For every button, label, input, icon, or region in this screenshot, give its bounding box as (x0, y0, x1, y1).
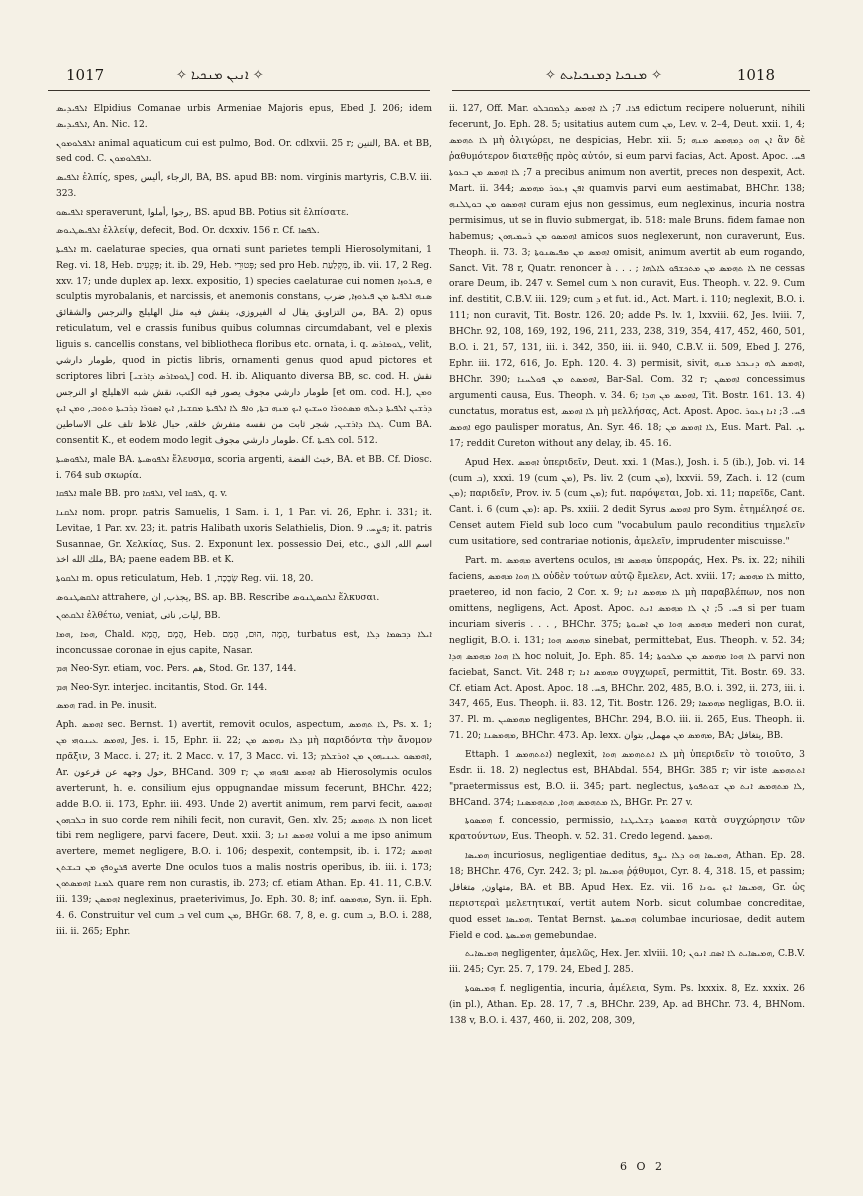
signature-mark: 6 O 2 (620, 1160, 666, 1173)
dictionary-entry: Part. m. ܡܗܡܣ avertens oculos, ܡܗܡܣ ܐܦܐ ὑπεροράς, Hex. Ps. ix. 22; nihili faciens, ܠܐ ܗܘܐ ܡܗܡܣ οὐδὲν τούτων αὐτῷ ἔμελεν, Act. xviii. 17; ܠܐ ܡܗܡܣ mitto, praetereo, id non facio, 2 Cor. x. 9; ܠܐ ܡܗܡܣ ܐܢܐ μὴ παραβλέπων, nos non omittens, negligens, Act. Apost. Apoc. ܦܚ. 5; ܐܢ ܠܐ ܡܗܡܣ ܐܢܬ si per tuam incuriam siveris . . . , BHChr. 375; ܡܗܡܣ ܗܘܐ ܡܢ ܐܣܝܘܬܐ mederi non curat, negligit, B.O. i. 131; ܡܗܡܣ ܗܘܐ sinebat, permittebat, Eus. Theoph. v. 52. 34; ܠܐ ܗܘܐ ܡܗܡܣ ܗܕܐ hoc noluit, Jo. Eph. 85. 14; ܠܐ ܗܘܐ ܡܗܡܣ ܡܢ ܡܠܟܘܬܐ parvi non faciebat, Sanct. Vit. 248 r; ܡܗܡܣ ܐܢܐ συγχωρεῖ, permittit, Tit. Bostr. 69. 33. Cf. etiam Act. Apost. Apoc. ܦܚ. 18, BHChr. 202, 485, B.O. i. 392, ii. 273, iii. i. 347, 465, Eus. Theoph. ii. 83. 12, Tit. Bostr. 126. 29; ܡܗܡܣܐ negligas, B.O. ii. 37. Pl. m. ܡܗܡܣܝܢ negligentes, BHChr. 294, B.O. iii. ii. 265, Eus. Theoph. ii. 71. 20; ܡܗܡܣܢܐ, BHChr. 473. Ap. lexx. ܡܗܡܣ ܡܢ مهمل, بتوان, BA; يتغافل, BB. (449, 555, 806, 742)
header-rule-right (452, 90, 810, 91)
dictionary-entry: ܗܡܝܣܘܬܐ f. negligentia, incuria, ἀμέλεια, Sym. Ps. lxxxix. 8, Ez. xxxix. 26 (in pl.), Athan. Ep. 28. 17, ܦ. 7, BHChr. 239, Ap. ad BHChr. 73. 4, BHNom. 138 v, B.O. i. 437, 460, ii. 202, 208, 309, (449, 983, 806, 1026)
header-rule-left (48, 90, 430, 91)
dictionary-entry: ܗܡܝܣܐܝܬ negligenter, ἀμελῶς, Hex. Jer. xlviii. 10; ܗܡܝܣܐܝܬ ܠܐ ܐܣܩ ܐܢܘܢ, C.B.V. iii. 245; Cyr. 25. 7, 179. 24, Ebed J. 285. (449, 949, 806, 976)
dictionary-entry: ܗܡܣ rad. in Pe. inusit. (56, 701, 157, 712)
dictionary-entry: ii. 127, Off. Mar. ܦܪܐ. 7; ܠܐ ܐܗܡܣ ܕܠܡܩܒܠܘ edictum recipere noluerunt, nihili fecerunt, Jo. Eph. 28. 5; usitatius autem cum ܡܢ, Lev. v. 2–4, Deut. xxii. 1, 4; ܠܐ ܬܗܡܣ μὴ ὀλιγώρει, ne despicias, Hebr. xii. 5; ܐܢ ܗܘ ܕܡܗܡܣ ܡܢܗ ἂν δὲ ῥαθυμότερον διατεθῇς πρὸς αὐτόν, si eum parvi facias, Act. Apost. Apoc. ܦܚ. 7; ܠܐ ܐܗܡܣ ܡܢ ܒܥܘܬܐ a precibus animum non avertit, preces non despexit, Act. Mart. ii. 344; ܐܦܢ ܙܥܘܪ ܡܗܡܣ quamvis parvi eum aestimabat, BHChr. 138; ܐܗܡܣܘ ܡܢ ܒܘܛܠܢܗ curam ejus non gessimus, eum neglexinus, incuria nostra permisimus, ut se in fluvio submergat, ib. 518: male Bruns. fidem famae non habemus; ܐܗܡܣܘ ܡܢ ܪܚܡܝܗܘܢ amicos suos neglexerunt, non curaverunt, Eus. Theoph. ii. 73. 3; ܐܗܡܣ ܡܢ ܡܦܝܣܢܘܬܐ omisit, animum avertit ab eum rogando, Sanct. Vit. 78 r, Quatr. renoncer à . . . ; ܠܐ ܬܗܡܣ ܡܢ ܡܬܟܫܦܘ ܠܐܠܗܐ ne cessas orare Deum, ib. 247 v. Semel cum ܠ non curavit, Eus. Theoph. v. 22. 9. Cum inf. destitit, C.B.V. iii. 129; cum ܕ et fut. id., Act. Mart. i. 110; neglexit, B.O. i. 111; non curavit, Tit. Bostr. 126. 20; adde Ps. lv. 1, lxxviii. 62, Jes. lviii. 7, BHChr. 92, 108, 169, 192, 196, 211, 233, 238, 319, 354, 417, 452, 460, 501, B.O. i. 21, 57, 131, iii. i. 342, 350, iii. ii. 940, C.B.V. ii. 509, Ebed J. 276, Ephr. iii. 172, 616, Jo. Eph. 120. 4. 3) permisit, sivit, ܐܗܡܣ ܠܗ ܕܢܥܒܪ ܡܢܗ, BHChr. 390; ܐܗܡܣܬ ܡܢ ܦܘܠܚܢܐ, Bar-Sal. Com. 32 r; ܐܗܡܣܢ concessimus argumenti causa, Eus. Theoph. v. 34. 6; ܐܗܡܣ ܡܢ ܗܕܐ, Tit. Bostr. 161. 13. 4) cunctatus, moratus est, ܠܐ ܐܗܡܣ μὴ μελλήσας, Act. Apost. Apoc. ܦܚ. 3; ܐܢܐ ܙܥܘܪ ܐܗܡܣ ego paulisper moratus, An. Syr. 46. 18; ܠܐ ܐܗܡܣ ܡܢ, Eus. Mart. Pal. ܝܙ. 17; reddit Cureton without any delay, ib. 45. 16. (449, 104, 806, 450)
dictionary-entry: ܗܡܝܣܐ incuriosus, negligentiae deditus, ܗܡܝܣܐ ܗܘ ܕܠܐ ܝܨܦ, Athan. Ep. 28. 18; BHChr. 476, Cyr. 242. 3; pl. ܗܡܝܣܐ ῥᾴθυμοι, Cyr. 8. 4, 318. 15, et passim; متهاون, متغافل, BA. et BB. Apud Hex. Ez. vii. 16 ܗܡܝܣܐ ܐܝܟ ܝܘܢܐ, Gr. ὡς περιστεραὶ μελετητικαί, vertit autem Norb. sicut columbae concreditae, quod esset ܗܡܝܣܐ. Tentat Bernst. ܗܡܝܣܬܐ columbae incuriosae, dedit autem Field e cod. ܗܡܝܣܬܐ gemebundae. (449, 850, 806, 941)
dictionary-entry: ܐܠܦܝܣܘ speraverunt, رجوا ,أملوا, BS. apud BB. Potius sit ἐλπίσατε. (56, 207, 349, 218)
dictionary-entry: ܐܠܩܣܛܢܘܣ attrahere, يجذب, ان, BS. ap. BB. Rescribe ܐܠܩܣܛܢܘܣ ἕλκυσαι. (56, 592, 380, 603)
left-page-number: 1017 (66, 66, 105, 84)
dictionary-entry: ܐܠܦܝܣ ἐλπίς, spes, الرجاء ,أليس, BA, BS. apud BB: nom. virginis martyris, C.B.V. iii. 323. (56, 173, 432, 199)
dictionary-entry: ܗܡ Neo-Syr. interjec. incitantis, Stod. Gr. 144. (56, 682, 268, 693)
dictionary-entry: ܐܠܦܘܣܝܬܐ, male BA. ܐܠܦܘܣܝܬܐ ἔλευσμα, scoria argenti, خبث الفضة, BA. et BB. Cf. Diosc. i. 764 sub σκωρία. (56, 454, 432, 481)
dictionary-entry: ܐܠܦܝܬܐ m. caelaturae species, qua ornati sunt parietes templi Hierosolymitani, 1 Reg. vi. 18, Heb. פְּקָעִים; it. ib. 29, Heb. פְּטוּרֵי; sed pro Heb. מִקְלַעַת, ib. vii. 17, 2 Reg. xxv. 17; unde duplex ap. lexx. expositio, 1) species caelaturae cui nomen ܦܝܪܘܙܐ, e sculptis myrobalanis, et narcissis, et anemonis constans, ܣܢܗ ܐܠܦܝܬܐ ܡܢ ܦܝܪܘܙܐ, ضرب من التزاويق يقال له الفيروزي، ينقش فيه مثل الهليلج والنرجس والشقائق, BA. 2) opus reticulatum, vel e crassis funibus quibus columnas circumdabant, vel e plexis liguis s. cancellis constans, vel bibliotheca floribus etc. ornata, i. q. ܛܘܡܐܪܣ, velit, طومار دارشي, quod in pictis libris, ornamenti genus quod apud pictores et scriptores libri [ܛܘܡܐܪܣ ܕܐܪܫܝ] cod. H. ib. Aliquanto diversa BB, sc. cod. H. نقش طومار دارشي مجوف يصور فيه الكتب، نقش شبه الاهليلج او النرجس [et om. cod. H.], ܘܡܢ ܕܪܫܝܢ ܐܠܦܝܬܐ ܕܝܠܗ ܡܣܬܘܪܐ ܘܚܫܝܟ ܐܝܟ ܡܢܗ ܒܬܐ, ܘܐܦ ܠܐ ܐܠܦܝܬܐ ܡܩܫܝܐ, ܐܝܟ ܐܣܘܪܐ ܕܪܒܝܬܐ ܘܬܘܒ, ܘܡܢ ܐܝܟ ܓܠܐ ܕܐܪܫܝܢ, شجر ثابت من نفسه متفرش خلقه, حبال غلاظ تلف على الاساطين. Cum BA. consentit K., et eodem modo legit طومار دارشي مجوف. Cf. ܠܦܝܬܐ col. 512. (56, 244, 433, 447)
right-running-title: ✧ ܡܢܟܝܐ ܕܡܢܟܝܐܝܬ ✧ (545, 68, 663, 83)
dictionary-entry: ܐܠܩܢܐ nom. propr. patris Samuelis, 1 Sam. i. 1, 1 Par. vi. 26, Ephr. i. 331; it. Levitae, 1 Par. xv. 23; it. patris Halibath uxoris Selathielis, Dion. ܦܨܚ. 9; it. patris Susannae, Gr. Χελκίας, Sus. 2. Exponunt lex. possessio Dei, etc., اسم الله, الذي ملك الله اخذ, BA; paene eadem BB. et K. (56, 507, 433, 566)
dictionary-entry: ܐܠܩܬܘܢ ἐλθέτω, veniat, ليات, ناتى, BB. (56, 611, 221, 622)
right-page-number: 1018 (736, 66, 775, 84)
dictionary-entry: Aph. ܐܗܡܣ sec. Bernst. 1) avertit, removit oculos, aspectum, ܠܐ ܬܗܡܣ, Ps. x. 1; ܐܗܡܣ ܥܝܢܘܗܝ ܡܢ, Jes. i. 15, Ephr. ii. 22; ܕܠܐ ܢܗܡܣ ܡܢ μὴ παριδόντα τὴν ἄνομον πρᾶξιν, 3 Macc. i. 27; it. 2 Macc. v. 17, 3 Macc. vi. 13; ܐܗܡܣܘ ܥܝܢܝܗܘܢ ܡܢ ܐܘܪܫܠܡ, Ar. حول وجهه عن فرعون, BHCand. 309 r; ܐܗܡܣ ܐܦܘܗܝ ܡܢ ab Hierosolymis oculos averterunt, h. e. consilium ejus oppugnandae missum fecerunt, BHChr. 422; adde B.O. ii. 173, Ephr. iii. 493. Unde 2) avertit animum, rem parvi fecit, ܐܗܡܣܘ ܒܠܒܗܘܢ in suo corde rem nihili fecit, non curavit, Gen. xlv. 25; ܠܐ ܬܗܡܣ non licet tibi rem negligere, parvi facere, Deut. xxii. 3; ܐܗܡܣ ܐܢܐ volui a me ipso animum avertere, memet negligere, B.O. i. 106; despexit, contempsit, ib. i. 172; ܐܗܡܣ ܦܪܨܘܦܟ ܡܢ ܒܝܫܬܢ averte Dne oculos tuos a malis nostris operibus, ib. iii. i. 173; ܠܡܢܐ ܐܗܡܣܬܘܢ quare rem non curastis, ib. 273; cf. etiam Athan. Ep. 41. 11, C.B.V. iii. 139; ܐܗܡܣܢ neglexinus, praeterivimus, Jo. Eph. 30. 8; inf. ܡܗܡܣܘ, Syn. ii. Eph. 4. 6. Construitur vel cum ܒ vel cum ܡܢ, BHGr. 68. 7, 8, e. g. cum ܒ, B.O. i. 288, iii. ii. 265; Ephr. (56, 719, 432, 938)
dictionary-entry: ܐܠܦܠܘܡܘܢ animal aquaticum cui est pulmo, Bod. Or. cdlxvii. 25 r; التنين, BA. et BB, sed cod. C. ܐܠܦܠܘܡܘܢ. (56, 138, 432, 165)
dictionary-entry: ܐܠܦܝܕܝܣ Elpidius Comanae urbis Armeniae Majoris epus, Ebed J. 206; idem ܐܠܦܝܕܝܣ, An. Nic. 12. (56, 104, 432, 130)
dictionary-entry: ܗܡܣܘܬܐ f. concessio, permissio, ܗܡܣܘܬܐ ܕܫܠܝܛܢܐ κατὰ συγχώρησιν τῶν κρατούντων, Eus. Theoph. v. 52. 31. Credo legend. ܗܡܣܬܐ. (449, 816, 806, 843)
left-running-title: ✧ ܐܢܝܢ ܡܢܟܝܐ ✧ (176, 68, 264, 83)
dictionary-entry: Ettaph. ܐܬܬܗܡܣ 1) neglexit, ܠܐ ܐܬܬܗܡܣ ܗܘܐ μὴ ὑπεριδεῖν τὸ τοιοῦτο, 3 Esdr. ii. 18. 2) neglectus est, BHAbdal. 554, BHGr. 385 r; vir iste ܐܬܬܗܡܣ "praetermissus est, B.O. ii. 345; part. neglectus, ܠܐ ܡܬܗܡܣ ܐܢܬ ܡܢ ܫܘܬܦܘܬܐ, BHCand. 374; ܠܐ ܡܬܗܡܣ ܗܘܐ, ܡܬܗܡܣܢܐ, BHGr. Pr. 27 v. (449, 749, 806, 808)
dictionary-entry: ܐܠܩܘܬܐ m. opus reticulatum, Heb. שְׂבָכָה, 1 Reg. vii. 18, 20. (56, 574, 314, 585)
dictionary-entry: ܐܠܦܝܣܛܝܘܣ ἐλλείψ, defecit, Bod. Or. dcxxiv. 156 r. Cf. ܠܦܣܐ. (56, 226, 320, 237)
dictionary-entry: Apud Hex. ܐܗܡܣ ὑπεριδεῖν, Deut. xxi. 1 (Mas.), Josh. i. 5 (ib.), Job. vi. 14 (cum ܒ), xxxi. 19 (cum ܡܢ), Ps. liv. 2 (cum ܡܢ), lxxvii. 59, Zach. i. 12 (cum ܡܢ); παριδεῖν, Prov. iv. 5 (cum ܡܢ); fut. παρόψεται, Job. xi. 11; παρεῖδε, Cant. Cant. i. 6 (cum ܡܢ): ap. Ps. xxiii. 2 dedit Syrus ܐܗܡܣ pro Sym. ἐτημέλησέ σε. Censet autem Field sub loco cum "vocabulum paulo reconditius τημελεῖν cum usitatiore, sed contrariae notionis, ἀμελεῖν, imprudenter miscuisse." (449, 457, 805, 548)
left-column (56, 102, 432, 944)
right-column (449, 102, 805, 1032)
dictionary-entry: ܗܡܐ ,ܗܡܐ, Chald. הֲמָם ,הֲמָא, Heb. הָמָה ,הוּם, הָמַם, turbatus est, ܐܝܠܐ ܕܒܣܡܐ ܕܠܐ inconcussae coronae in ejus capite, Nasar. (56, 629, 432, 656)
dictionary-entry: ܗܡ Neo-Syr. etiam, voc. Pers. هم, Stod. Gr. 137, 144. (56, 664, 297, 675)
dictionary-entry: ܐܠܦܩܐ male BB. pro ܐܠܦܩܐ, vel ܠܦܩܐ, q. v. (56, 489, 228, 500)
